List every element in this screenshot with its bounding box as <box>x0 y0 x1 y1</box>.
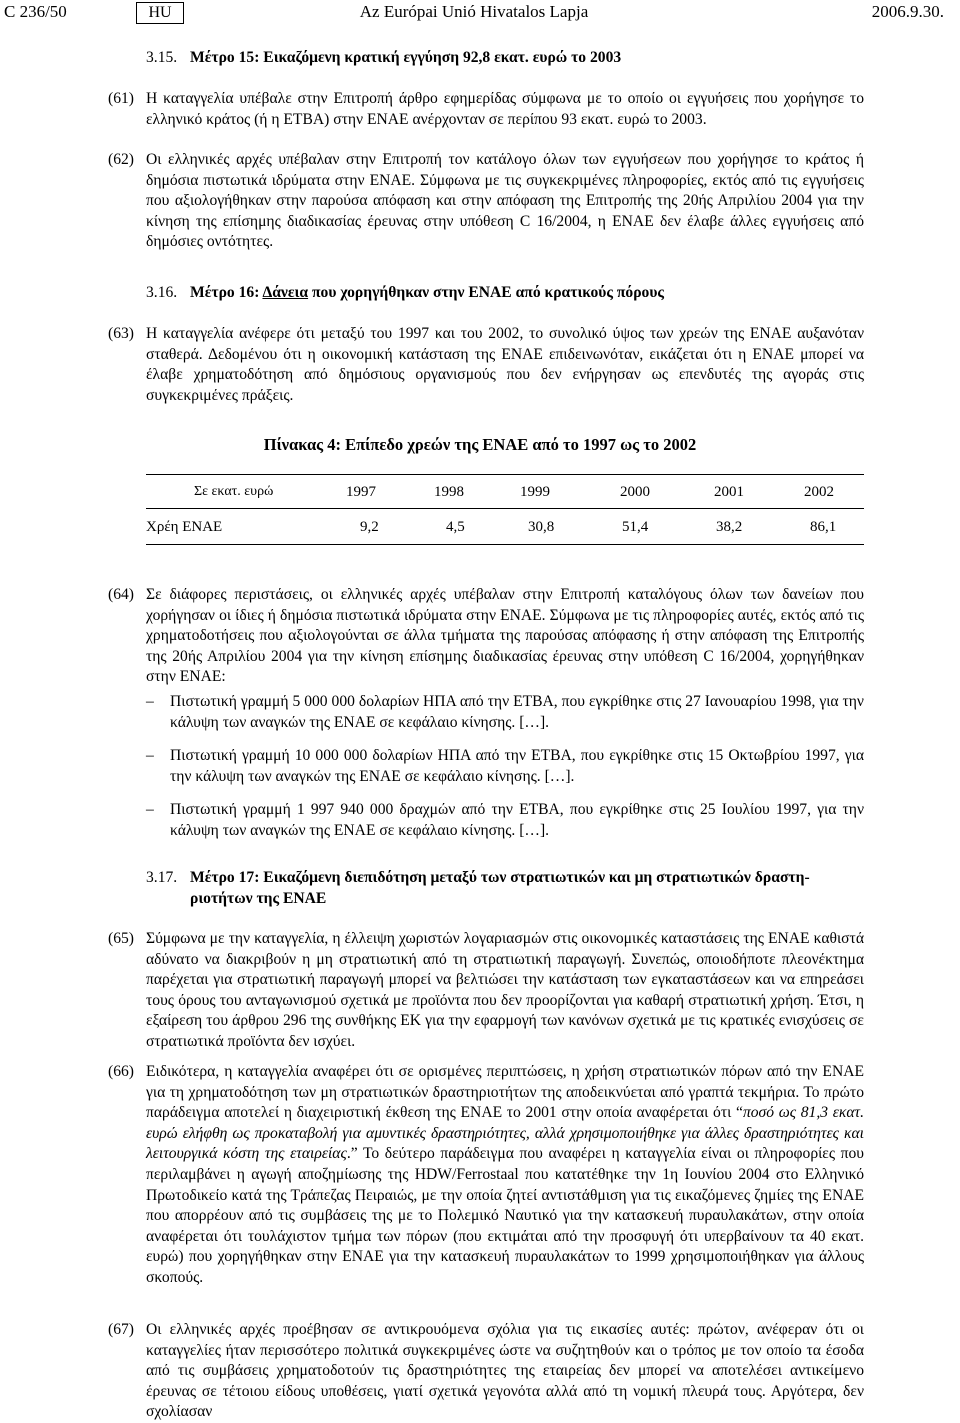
dash-marker: – <box>146 801 154 818</box>
year-1999: 1999 <box>520 484 550 500</box>
section-number: 3.17. <box>146 869 178 886</box>
language-box: HU <box>136 2 184 24</box>
paragraph-text: Η καταγγελία υπέβαλε στην Επιτροπή άρθρο εφημερίδας σύμφωνα με το οποίο οι εγγυήσεις που χορήγησε το ελληνικό κράτος (ή η ΕΤΒΑ) στην ΕΝΑΕ ανέρχονταν σε περίπου 93 εκατ. ευρώ το 2003. <box>146 90 864 128</box>
year-2000: 2000 <box>620 484 650 500</box>
year-1997: 1997 <box>346 484 376 500</box>
table-top-rule <box>146 474 864 475</box>
paragraph-number: (61) <box>108 90 134 107</box>
section-3-16-heading <box>146 283 876 304</box>
section-3-15-heading <box>146 48 876 69</box>
paragraph-number: (63) <box>108 325 134 342</box>
bullet-item <box>146 692 864 733</box>
section-title-rest: που χορηγήθηκαν στην ΕΝΑΕ από κρατικούς πόρους <box>308 284 665 301</box>
value-1999: 30,8 <box>528 519 555 535</box>
paragraph-62 <box>108 150 864 253</box>
paragraph-63 <box>108 324 864 406</box>
paragraph-number: (66) <box>108 1063 134 1080</box>
paragraph-67 <box>108 1320 864 1423</box>
section-title-line1: Μέτρο 17: Εικαζόμενη διεπιδότηση μεταξύ των στρατιωτικών και μη στρατιωτικών δραστη- <box>190 869 810 886</box>
paragraph-65 <box>108 929 864 1053</box>
paragraph-number: (64) <box>108 586 134 603</box>
value-2001: 38,2 <box>716 519 743 535</box>
paragraph-text: Σύμφωνα με την καταγγελία, η έλλειψη χωριστών λογαριασμών στις οικονομικές καταστάσεις της ΕΝΑΕ καθιστά αδύνατο να διακριβούν η μη στρατιωτική από τη στρατιωτική παραγωγή. Συνεπώς, οποιοδήποτε πλεονέκτημα παρέχεται για στρατιωτική παραγωγή μπορεί να βελτιώσει την κατάσταση των εγκαταστάσεων και να επηρεάσει τους όρους του ανταγωνισμού σχετικά με προϊόντα που δεν προορίζονται για καθαρή στρατιωτική χρήση. Έτσι, η εξαίρεση του άρθρου 296 της συνθήκης ΕΚ για την εφαρμογή των κανόνων σχετικά με τις κρατικές ενισχύσεις σε στρατιωτικά προϊόντα δεν ισχύει. <box>146 930 864 1050</box>
section-title: Μέτρο 15: Εικαζόμενη κρατική εγγύηση 92,8 εκατ. ευρώ το 2003 <box>190 49 622 66</box>
value-1998: 4,5 <box>446 519 465 535</box>
page-header <box>4 2 944 24</box>
bullet-text: Πιστωτική γραμμή 5 000 000 δολαρίων ΗΠΑ από την ΕΤΒΑ, που εγκρίθηκε στις 27 Ιανουαρίου 1998, για την κάλυψη των αναγκών της ΕΝΑΕ σε κεφάλαιο κίνησης. […]. <box>170 693 864 731</box>
section-number: 3.16. <box>146 284 178 301</box>
section-3-17-heading <box>146 868 876 909</box>
table-caption: Πίνακας 4: Επίπεδο χρεών της ΕΝΑΕ από το 1997 ως το 2002 <box>263 435 697 454</box>
journal-title: Az Európai Unió Hivatalos Lapja <box>359 2 589 21</box>
publication-date: 2006.9.30. <box>871 2 944 21</box>
paragraph-text: Σε διάφορες περιστάσεις, οι ελληνικές αρχές υπέβαλαν στην Επιτροπή καταλόγους όλων των δανείων που χορήγησαν οι ίδιες ή δημόσια πιστωτικά ιδρύματα στην ΕΝΑΕ. Σύμφωνα με τις πληροφορίες αυτές, εκτός από τις χρηματοδοτήσεις που αξιολογούνται σε άλλα τμήματα της παρούσας απόφασης ή στην απόφαση της Επιτροπής της 20ής Απριλίου 2004 για την κίνηση επίσημης διαδικασίας έρευνας στην υπόθεση C 16/2004, χορηγήθηκαν στην ΕΝΑΕ: <box>146 586 864 686</box>
quoted-italic-text: ποσό ως 81,3 εκατ. ευρώ ελήφθη ως προκαταβολή για αμυντικές δραστηριότητες, αλλά χρησιμοποιήθηκε για άλλες δραστηριότητες και λειτουργικά κόστη της εταιρείας <box>146 1104 865 1163</box>
page-number: C 236/50 <box>4 2 67 21</box>
section-number: 3.15. <box>146 49 178 66</box>
paragraph-number: (65) <box>108 930 134 947</box>
section-title-line2: ριοτήτων της ΕΝΑΕ <box>190 889 327 907</box>
year-1998: 1998 <box>434 484 464 500</box>
year-2002: 2002 <box>804 484 834 500</box>
paragraph-66 <box>108 1062 864 1289</box>
dash-marker: – <box>146 693 154 710</box>
table-bottom-rule <box>146 544 864 545</box>
paragraph-text: Η καταγγελία ανέφερε ότι μεταξύ του 1997 και του 2002, το συνολικό ύψος των χρεών της ΕΝΑΕ αυξανόταν σταθερά. Δεδομένου ότι η οικονομική κατάσταση της ΕΝΑΕ επιδεινωνόταν, εικάζεται ότι η ΕΝΑΕ μπορεί να έλαβε χρηματοδότηση από δημόσιους οργανισμούς που δεν ενήργησαν ως επενδυτές της αγοράς στις συγκεκριμένες πράξεις. <box>146 325 864 404</box>
paragraph-number: (67) <box>108 1321 134 1338</box>
table-header-rule <box>146 508 864 509</box>
unit-label: Σε εκατ. ευρώ <box>194 484 274 499</box>
paragraph-64 <box>108 585 864 688</box>
text-before: Ειδικότερα, η καταγγελία αναφέρει ότι σε ορισμένες περιπτώσεις, η χρήση στρατιωτικών πόρων από την ΕΝΑΕ για τη χρηματοδότηση των μη στρατιωτικών δραστηριοτήτων της αποδεικνύεται από γραπτά τεκμήρια. Το πρώτο παράδειγμα αποτελεί η διαχειριστική έκθεση της ΕΝΑΕ το 2001 στην οποία αναφέρεται ότι “ <box>146 1063 864 1122</box>
text-after: .” Το δεύτερο παράδειγμα που αναφέρει η καταγγελία είναι οι πληροφορίες που περιλαμβάνει η αγωγή αποζημίωσης της HDW/Ferrostaal που κατατέθηκε την 1η Ιουνίου 2004 στο Ελληνικό Πρωτοδικείο κατά της Τράπεζας Πειραιώς, με την οποία ζητεί αντιστάθμιση για τις εικαζόμενες ζημίες της ΕΝΑΕ που απορρέουν από τις συμβάσεις της με το Πολεμικό Ναυτικό για την κατασκευή πυραυλακάτων, στην οποία αναφέρεται ότι τουλάχιστον τμήμα των πόρων (που εκτιμάται από την προσφυγή ότι υπερβαίνουν τα 40 εκατ. ευρώ) που χορηγήθηκαν στην ΕΝΑΕ για την κατασκευή πυραυλακάτων το 1999 χρησιμοποιήθηκαν για άλλους σκοπούς. <box>146 1145 864 1286</box>
year-2001: 2001 <box>714 484 744 500</box>
bullet-text: Πιστωτική γραμμή 1 997 940 000 δραχμών από την ΕΤΒΑ, που εγκρίθηκε στις 25 Ιουλίου 1997, για την κάλυψη των αναγκών της ΕΝΑΕ σε κεφάλαιο κίνησης. […]. <box>170 801 864 839</box>
section-title-underlined: Δάνεια <box>262 284 309 301</box>
value-2002: 86,1 <box>810 519 837 535</box>
row-label: Χρέη ΕΝΑΕ <box>146 519 223 535</box>
dash-marker: – <box>146 747 154 764</box>
bullet-item <box>146 800 864 841</box>
paragraph-text: Οι ελληνικές αρχές υπέβαλαν στην Επιτροπή τον κατάλογο όλων των εγγυήσεων που χορήγησε το κράτος ή δημόσια πιστωτικά ιδρύματα στην ΕΝΑΕ. Σύμφωνα με τις συγκεκριμένες πληροφορίες, εκτός από τις εγγυήσεις που αξιολογήθηκαν στην παρούσα απόφαση και στην απόφαση της Επιτροπής της 20ής Απριλίου 2004 για την κίνηση της επίσημης διαδικασίας έρευνας στην υπόθεση C 16/2004, η ΕΝΑΕ δεν έλαβε άλλες εγγυήσεις από δημόσιες οντότητες. <box>146 151 864 251</box>
bullet-text: Πιστωτική γραμμή 10 000 000 δολαρίων ΗΠΑ από την ΕΤΒΑ, που εγκρίθηκε στις 15 Οκτωβρίου 1997, για την κάλυψη των αναγκών της ΕΝΑΕ σε κεφάλαιο κίνησης. […]. <box>170 747 864 785</box>
section-title-prefix: Μέτρο 16: <box>190 284 263 301</box>
paragraph-number: (62) <box>108 151 134 168</box>
paragraph-text <box>146 1062 864 1289</box>
value-2000: 51,4 <box>622 519 649 535</box>
paragraph-text: Οι ελληνικές αρχές προέβησαν σε αντικρουόμενα σχόλια για τις εικασίες αυτές: πρώτον, ανέφεραν ότι οι καταγγελίες ήταν περισσότερο πολιτικά συγκεκριμένες ώστε να συζητηθούν και ο τρόπος με τον οποίο τα έσοδα από τις συμβάσεις χρηματοδοτούν τις δραστηριότητες της εταιρείας δεν μπορεί να αποτελέσει αντικείμενο έρευνας σε τέτοιου είδους υποθέσεις, γιατί σχετικά γεγονότα αλλά από τη νομική πλευρά τους. Αργότερα, δεν σχολίασαν <box>146 1321 864 1421</box>
paragraph-61 <box>108 89 864 130</box>
bullet-item <box>146 746 864 787</box>
value-1997: 9,2 <box>360 519 379 535</box>
